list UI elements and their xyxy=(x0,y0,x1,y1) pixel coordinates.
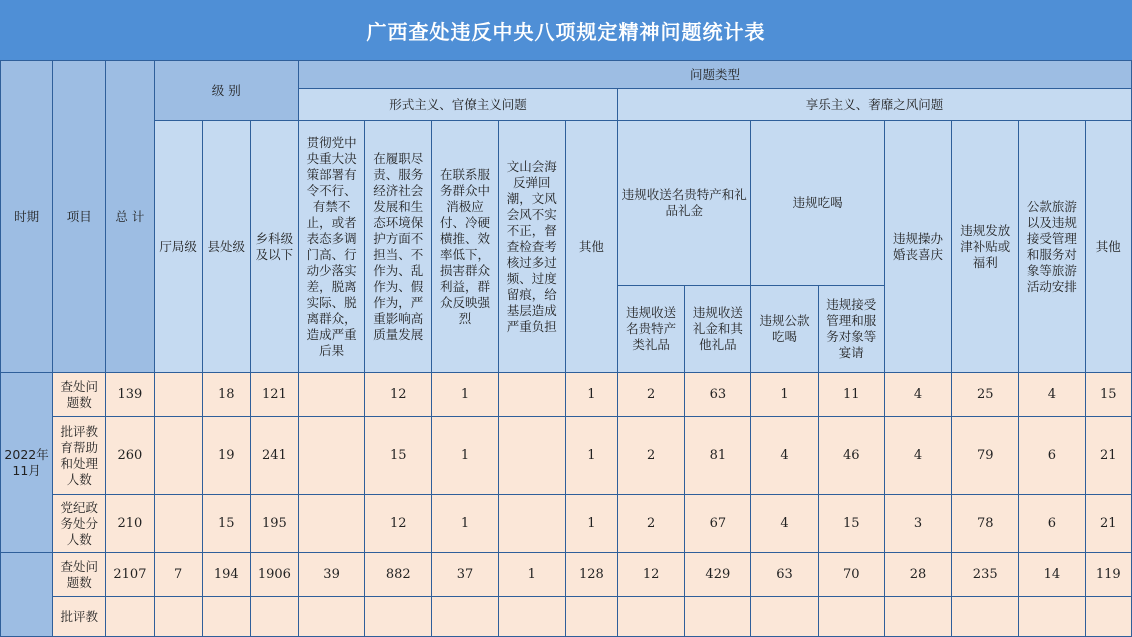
cell: 67 xyxy=(685,495,751,553)
cell: 1 xyxy=(565,417,617,495)
cell xyxy=(952,597,1019,637)
cell: 210 xyxy=(106,495,154,553)
cell xyxy=(498,597,565,637)
cell: 194 xyxy=(202,553,250,597)
cell xyxy=(298,597,364,637)
cell: 12 xyxy=(365,495,432,553)
cell: 12 xyxy=(618,553,685,597)
cell xyxy=(498,373,565,417)
cell: 2 xyxy=(618,417,685,495)
table-row xyxy=(1,373,1132,417)
gifts-col-header: 违规收送礼金和其他礼品 xyxy=(685,286,751,373)
cell xyxy=(154,597,202,637)
row-label: 查处问题数 xyxy=(53,553,106,597)
table-row xyxy=(1,417,1132,495)
cell xyxy=(432,597,498,637)
cell: 241 xyxy=(250,417,298,495)
hedonism-col-header: 违规操办婚丧喜庆 xyxy=(884,121,951,373)
cell: 195 xyxy=(250,495,298,553)
level-header: 级 别 xyxy=(154,61,298,121)
page-title: 广西查处违反中央八项规定精神问题统计表 xyxy=(0,0,1132,60)
total-header: 总 计 xyxy=(106,61,154,373)
cell: 81 xyxy=(685,417,751,495)
cell: 1 xyxy=(565,495,617,553)
cell: 12 xyxy=(365,373,432,417)
cell xyxy=(884,597,951,637)
cell: 37 xyxy=(432,553,498,597)
cell xyxy=(685,597,751,637)
cell: 19 xyxy=(202,417,250,495)
formalism-col-header: 其他 xyxy=(565,121,617,373)
cell: 28 xyxy=(884,553,951,597)
cell: 1 xyxy=(432,495,498,553)
cell xyxy=(818,597,884,637)
cell: 119 xyxy=(1085,553,1131,597)
cell xyxy=(298,417,364,495)
level-col-header: 厅局级 xyxy=(154,121,202,373)
cell: 6 xyxy=(1019,495,1085,553)
cell: 139 xyxy=(106,373,154,417)
cell: 1 xyxy=(565,373,617,417)
cell xyxy=(1019,597,1085,637)
cell: 39 xyxy=(298,553,364,597)
row-label: 批评教 xyxy=(53,597,106,637)
formalism-group-header: 形式主义、官僚主义问题 xyxy=(298,89,617,121)
cell: 15 xyxy=(365,417,432,495)
cell: 121 xyxy=(250,373,298,417)
cell: 15 xyxy=(818,495,884,553)
cell: 1 xyxy=(432,417,498,495)
cell xyxy=(565,597,617,637)
cell: 235 xyxy=(952,553,1019,597)
cell: 882 xyxy=(365,553,432,597)
cell: 15 xyxy=(1085,373,1131,417)
cell: 14 xyxy=(1019,553,1085,597)
cell: 25 xyxy=(952,373,1019,417)
cell: 260 xyxy=(106,417,154,495)
hedonism-col-header: 公款旅游以及违规接受管理和服务对象等旅游活动安排 xyxy=(1019,121,1085,373)
cell: 11 xyxy=(818,373,884,417)
cell: 6 xyxy=(1019,417,1085,495)
cell: 128 xyxy=(565,553,617,597)
table-row xyxy=(1,597,1132,637)
cell xyxy=(154,495,202,553)
period-label: 2022年11月 xyxy=(1,373,53,553)
cell: 4 xyxy=(751,495,818,553)
dining-group-header: 违规吃喝 xyxy=(751,121,884,286)
cell: 4 xyxy=(884,417,951,495)
cell xyxy=(498,417,565,495)
cell: 2 xyxy=(618,373,685,417)
period-header: 时期 xyxy=(1,61,53,373)
formalism-col-header: 文山会海反弹回潮，文风会风不实不正，督查检查考核过多过频、过度留痕，给基层造成严重负担 xyxy=(498,121,565,373)
level-col-header: 县处级 xyxy=(202,121,250,373)
cell: 63 xyxy=(685,373,751,417)
row-label: 党纪政务处分人数 xyxy=(53,495,106,553)
cell xyxy=(618,597,685,637)
hedonism-col-header: 违规发放津补贴或福利 xyxy=(952,121,1019,373)
cell: 18 xyxy=(202,373,250,417)
cell: 1 xyxy=(498,553,565,597)
cell: 70 xyxy=(818,553,884,597)
row-label: 查处问题数 xyxy=(53,373,106,417)
table-row xyxy=(1,553,1132,597)
statistics-table xyxy=(0,60,1132,637)
cell: 429 xyxy=(685,553,751,597)
gifts-col-header: 违规收送名贵特产类礼品 xyxy=(618,286,685,373)
period-label xyxy=(1,553,53,637)
cell xyxy=(250,597,298,637)
cell: 15 xyxy=(202,495,250,553)
cell: 7 xyxy=(154,553,202,597)
cell: 78 xyxy=(952,495,1019,553)
item-header: 项目 xyxy=(53,61,106,373)
cell xyxy=(751,597,818,637)
cell: 2107 xyxy=(106,553,154,597)
formalism-col-header: 在履职尽责、服务经济社会发展和生态环境保护方面不担当、不作为、乱作为、假作为，严重影响高质量发展 xyxy=(365,121,432,373)
formalism-col-header: 在联系服务群众中消极应付、冷硬横推、效率低下，损害群众利益，群众反映强烈 xyxy=(432,121,498,373)
problem-type-header: 问题类型 xyxy=(298,61,1131,89)
cell xyxy=(106,597,154,637)
table-row xyxy=(1,495,1132,553)
cell: 1 xyxy=(751,373,818,417)
hedonism-group-header: 享乐主义、奢靡之风问题 xyxy=(618,89,1132,121)
cell xyxy=(202,597,250,637)
cell xyxy=(298,495,364,553)
cell: 1 xyxy=(432,373,498,417)
gifts-group-header: 违规收送名贵特产和礼品礼金 xyxy=(618,121,751,286)
cell: 79 xyxy=(952,417,1019,495)
cell: 4 xyxy=(751,417,818,495)
cell: 4 xyxy=(884,373,951,417)
cell xyxy=(365,597,432,637)
cell: 3 xyxy=(884,495,951,553)
cell: 21 xyxy=(1085,417,1131,495)
cell xyxy=(298,373,364,417)
cell: 63 xyxy=(751,553,818,597)
cell: 46 xyxy=(818,417,884,495)
hedonism-col-header: 其他 xyxy=(1085,121,1131,373)
cell: 1906 xyxy=(250,553,298,597)
level-col-header: 乡科级及以下 xyxy=(250,121,298,373)
cell: 21 xyxy=(1085,495,1131,553)
cell xyxy=(1085,597,1131,637)
cell: 2 xyxy=(618,495,685,553)
cell xyxy=(154,373,202,417)
row-label: 批评教育帮助和处理人数 xyxy=(53,417,106,495)
formalism-col-header: 贯彻党中央重大决策部署有令不行、有禁不止，或者表态多调门高、行动少落实差，脱离实际、脱离群众，造成严重后果 xyxy=(298,121,364,373)
dining-col-header: 违规接受管理和服务对象等宴请 xyxy=(818,286,884,373)
cell xyxy=(498,495,565,553)
dining-col-header: 违规公款吃喝 xyxy=(751,286,818,373)
cell xyxy=(154,417,202,495)
cell: 4 xyxy=(1019,373,1085,417)
